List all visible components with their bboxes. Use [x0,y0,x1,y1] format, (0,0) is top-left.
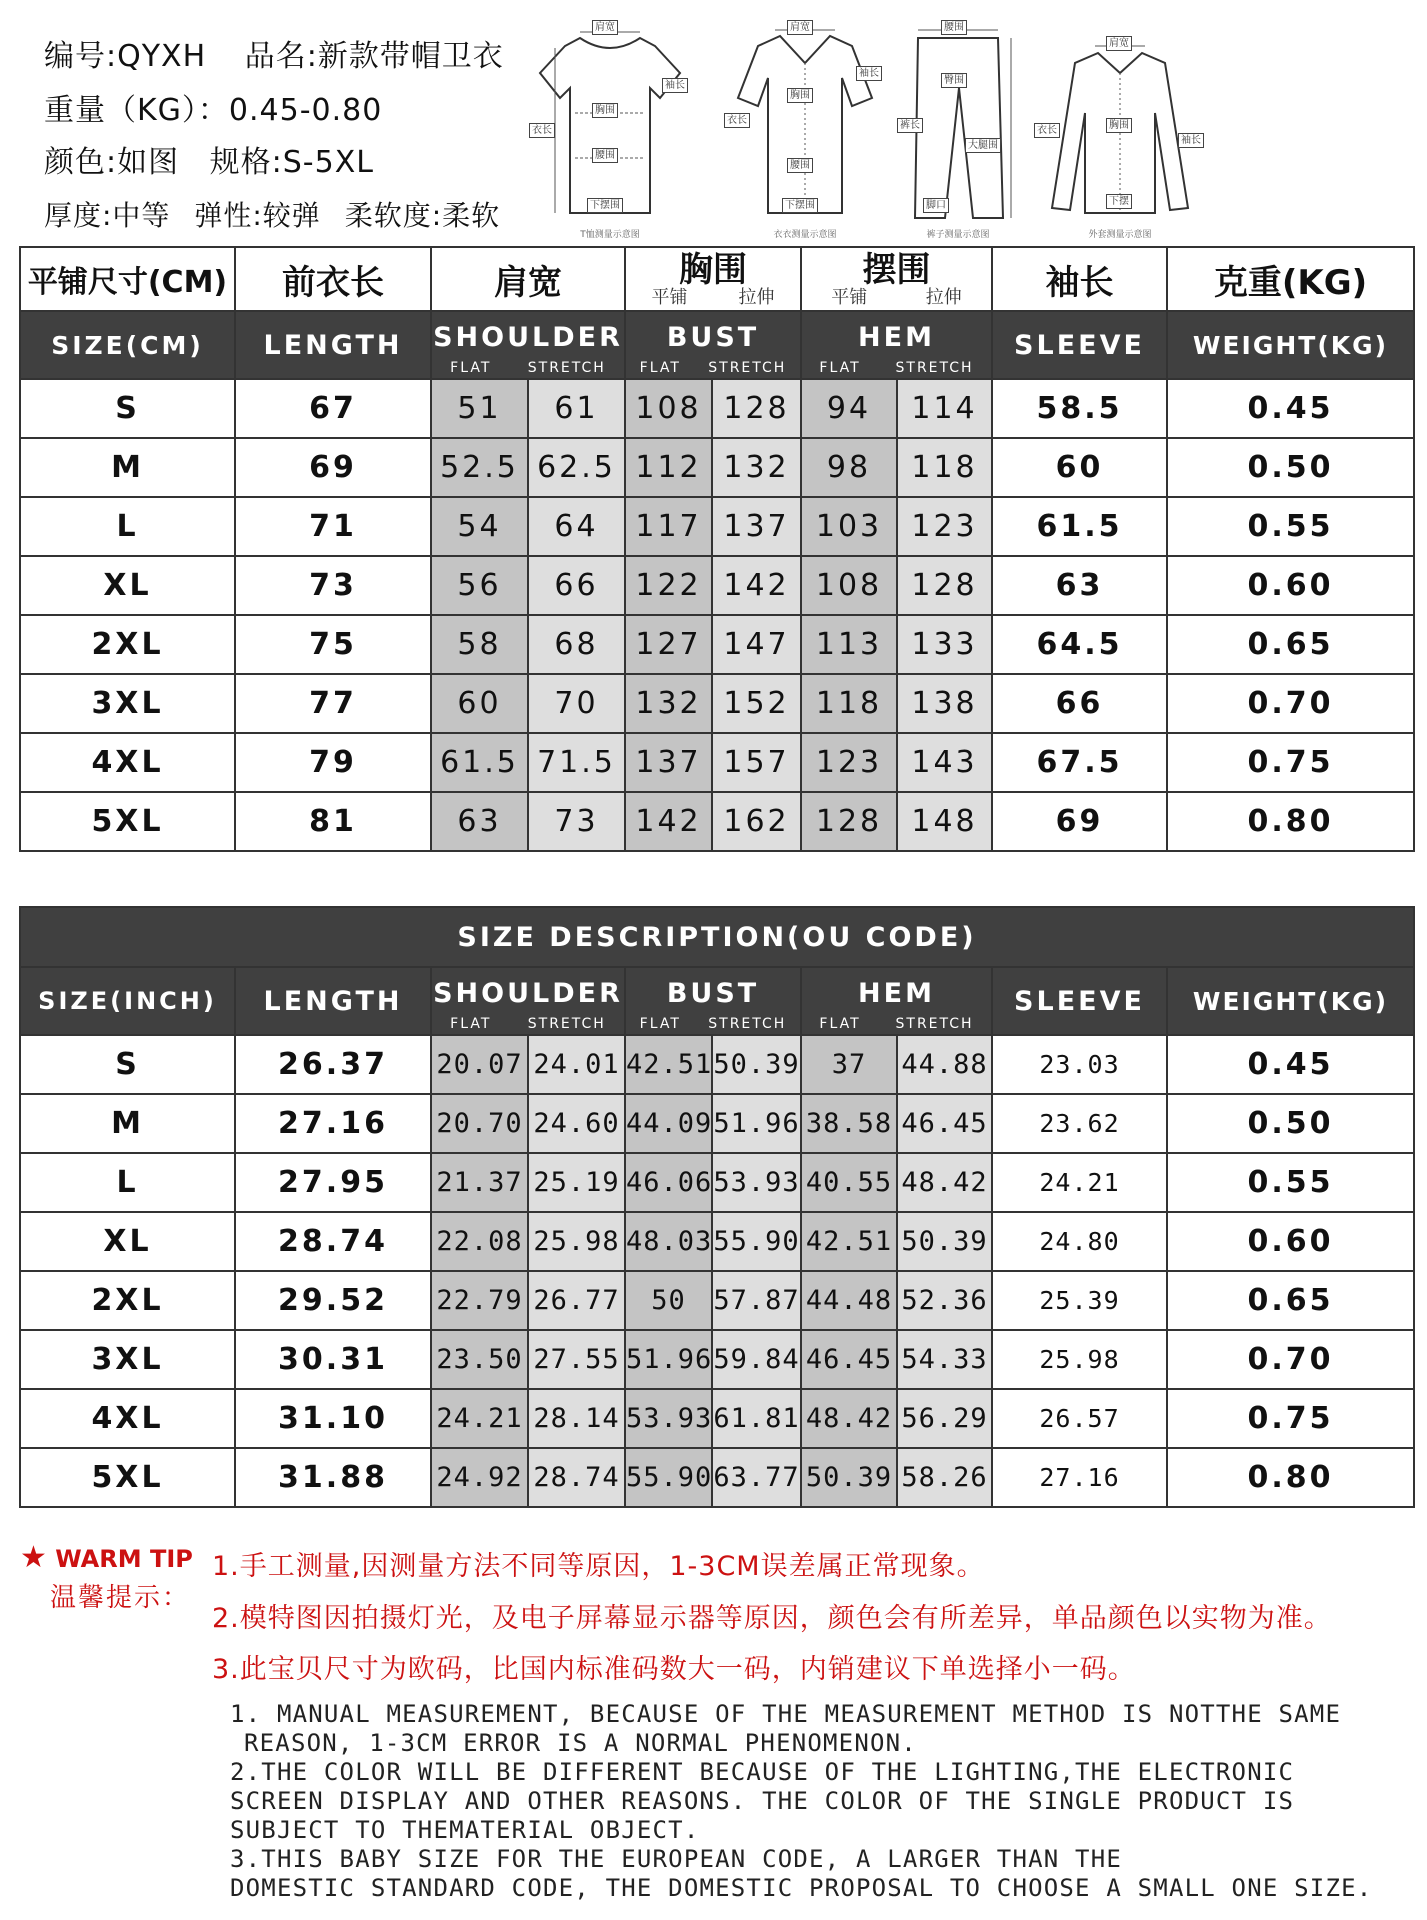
table-cell: 128 [801,792,897,851]
table-cell: 52.5 [431,438,528,497]
table-cell: 50.39 [897,1212,992,1271]
table-cell: 37 [801,1035,897,1094]
table-cell: 54 [431,497,528,556]
table-cell: 56 [431,556,528,615]
table-cell: 52.36 [897,1271,992,1330]
diagram-tag: 肩宽 [592,20,618,35]
diagram-tag: 下摆围 [587,198,623,213]
diagram-tag: 袖长 [662,78,688,93]
diagram-tag: 胸围 [787,88,813,103]
diagram-tag: 腰围 [787,158,813,173]
table-row [20,556,1414,615]
table-cell: 128 [712,379,801,438]
table-cell: 21.37 [431,1153,528,1212]
table-cell: 118 [897,438,992,497]
table-cell: 103 [801,497,897,556]
table-cell: 157 [712,733,801,792]
header-bust-inch-label: BUST [666,978,760,1009]
table-cell: 26.37 [235,1035,431,1094]
warm-tip-cn: 温馨提示： [50,1583,191,1613]
table-cell: 62.5 [528,438,625,497]
header-length-en: LENGTH [235,311,431,379]
table-cell: 50 [625,1271,712,1330]
product-softness: 柔软度:柔软 [344,199,501,232]
header-sleeve-cn: 袖长 [992,247,1167,311]
table-cell: XL [20,556,235,615]
warm-tip-label [20,1540,193,1614]
table-cell: 46.06 [625,1153,712,1212]
table-cell: 70 [528,674,625,733]
table-cell: 48.03 [625,1212,712,1271]
table-cell: 51 [431,379,528,438]
cn-header-row [20,247,1414,311]
table-cell: 42.51 [625,1035,712,1094]
table-cell: 0.75 [1167,1389,1414,1448]
diagram-caption: T恤测量示意图 [580,230,640,240]
table-cell: 44.09 [625,1094,712,1153]
info-line-1 [44,39,532,74]
diagram-tag: 袖长 [1178,133,1204,148]
diagram-tag: 胸围 [592,103,618,118]
table-cell: 38.58 [801,1094,897,1153]
table-cell: 2XL [20,615,235,674]
diagram-tag: 肩宽 [1106,36,1132,51]
table-row [20,792,1414,851]
table-cell: 54.33 [897,1330,992,1389]
table-row [20,615,1414,674]
table-cell: 60 [431,674,528,733]
header-shoulder-flat-inch: FLAT [450,1016,492,1032]
table-cell: S [20,379,235,438]
tip-en-block [230,1700,1372,1903]
table-cell: 61.81 [712,1389,801,1448]
diagram-tag: 衣长 [529,123,555,138]
table-cell: 23.03 [992,1035,1167,1094]
pants-diagram [893,18,1023,238]
diagram-tag: 衣长 [1034,123,1060,138]
table-cell: 28.74 [235,1212,431,1271]
table-cell: 142 [625,792,712,851]
header-bust-flat-inch: FLAT [639,1016,681,1032]
header-length-cn: 前衣长 [235,247,431,311]
inch-en-header-row [20,967,1414,1035]
info-line-4 [44,199,528,232]
table-cell: 4XL [20,1389,235,1448]
product-name: 品名:新款带帽卫衣 [244,39,504,74]
table-cell: 148 [897,792,992,851]
table-cell: 67.5 [992,733,1167,792]
table-cell: 71 [235,497,431,556]
table-cell: 53.93 [712,1153,801,1212]
inch-title-row [20,907,1414,967]
header-bust-cn-label: 胸围 [679,250,747,290]
tip-cn-line-1: 1.手工测量,因测量方法不同等原因，1-3CM误差属正常现象。 [212,1551,985,1582]
table-cell: 20.70 [431,1094,528,1153]
header-hem-en [801,311,992,379]
inch-table-body [20,1035,1414,1507]
table-cell: M [20,1094,235,1153]
table-cell: 162 [712,792,801,851]
table-cell: 77 [235,674,431,733]
table-cell: 61.5 [431,733,528,792]
table-cell: 79 [235,733,431,792]
header-hem-inch-label: HEM [858,978,935,1009]
table-cell: 114 [897,379,992,438]
table-cell: 133 [897,615,992,674]
header-shoulder-en-label: SHOULDER [433,322,623,353]
table-cell: 108 [801,556,897,615]
table-cell: 94 [801,379,897,438]
header-hem-en-label: HEM [858,322,935,353]
table-cell: 48.42 [801,1389,897,1448]
product-code: 编号:QYXH [44,39,207,74]
header-shoulder-stretch-inch: STRETCH [527,1016,606,1032]
tip-cn-line-3: 3.此宝贝尺寸为欧码，比国内标准码数大一码，内销建议下单选择小一码。 [212,1654,1136,1685]
table-cell: 0.70 [1167,1330,1414,1389]
header-sleeve-en: SLEEVE [992,311,1167,379]
table-cell: 98 [801,438,897,497]
table-cell: 55.90 [712,1212,801,1271]
header-bust-stretch-cn: 拉伸 [738,287,775,308]
table-cell: 24.80 [992,1212,1167,1271]
table-cell: 67 [235,379,431,438]
table-cell: 0.60 [1167,556,1414,615]
table-cell: 28.14 [528,1389,625,1448]
table-cell: 64.5 [992,615,1167,674]
table-cell: 0.75 [1167,733,1414,792]
table-cell: 24.21 [992,1153,1167,1212]
header-shoulder-inch [431,967,625,1035]
table-cell: 81 [235,792,431,851]
table-cell: 152 [712,674,801,733]
table-cell: 5XL [20,1448,235,1507]
table-cell: 46.45 [897,1094,992,1153]
table-cell: 51.96 [712,1094,801,1153]
table-cell: 59.84 [712,1330,801,1389]
table-cell: 25.39 [992,1271,1167,1330]
table-cell: 58 [431,615,528,674]
table-cell: 25.19 [528,1153,625,1212]
diagram-tag: 下摆 [1106,194,1132,209]
header-bust-cn [625,247,801,311]
table-row [20,438,1414,497]
table-cell: 3XL [20,674,235,733]
table-row [20,1271,1414,1330]
table-cell: 0.60 [1167,1212,1414,1271]
tip-en-line: SCREEN DISPLAY AND OTHER REASONS. THE COLOR OF THE SINGLE PRODUCT IS [230,1787,1295,1815]
table-cell: 63 [992,556,1167,615]
table-cell: 61.5 [992,497,1167,556]
diagram-caption: 衣衣测量示意图 [773,230,837,240]
product-weight: 重量（KG）：0.45-0.80 [44,93,383,128]
shirt-diagram [720,18,890,238]
table-cell: 22.79 [431,1271,528,1330]
header-bust-flat: FLAT [639,360,681,376]
tip-en-line: DOMESTIC STANDARD CODE, THE DOMESTIC PROPOSAL TO CHOOSE A SMALL ONE SIZE. [230,1874,1373,1902]
diagram-tag: 肩宽 [787,20,813,35]
diagram-tag: 裤长 [897,118,923,133]
table-cell: 73 [235,556,431,615]
table-cell: 40.55 [801,1153,897,1212]
header-hem-cn-label: 摆围 [862,250,931,290]
table-cell: 57.87 [712,1271,801,1330]
table-cell: 27.55 [528,1330,625,1389]
diagram-caption: 裤子测量示意图 [926,230,990,240]
table-cell: 113 [801,615,897,674]
diagram-tag: 下摆围 [782,198,818,213]
table-cell: 0.80 [1167,1448,1414,1507]
cm-size-table [19,246,1415,852]
table-cell: 112 [625,438,712,497]
table-cell: XL [20,1212,235,1271]
table-cell: 132 [712,438,801,497]
table-cell: 0.50 [1167,438,1414,497]
product-elasticity: 弹性:较弹 [194,199,321,232]
en-header-row [20,311,1414,379]
table-cell: 58.5 [992,379,1167,438]
table-cell: 22.08 [431,1212,528,1271]
table-cell: 46.45 [801,1330,897,1389]
table-cell: S [20,1035,235,1094]
table-cell: 0.80 [1167,792,1414,851]
diagram-tag: 衣长 [724,113,750,128]
tip-en-line: 2.THE COLOR WILL BE DIFFERENT BECAUSE OF THE LIGHTING,THE ELECTRONIC [230,1758,1295,1786]
header-hem-flat: FLAT [819,360,861,376]
tip-cn-line-2: 2.模特图因拍摄灯光，及电子屏幕显示器等原因，颜色会有所差异，单品颜色以实物为准。 [212,1603,1332,1634]
table-cell: 42.51 [801,1212,897,1271]
table-cell: 69 [235,438,431,497]
star-icon: ★ [20,1540,47,1575]
table-cell: 53.93 [625,1389,712,1448]
header-shoulder-stretch: STRETCH [527,360,606,376]
product-spec: 规格:S-5XL [209,145,374,180]
header-size-inch: SIZE(INCH) [20,967,235,1035]
table-cell: 2XL [20,1271,235,1330]
header-hem-cn [801,247,992,311]
diagram-tag: 腰围 [592,148,618,163]
table-cell: 24.92 [431,1448,528,1507]
header-hem-inch [801,967,992,1035]
table-cell: 0.55 [1167,1153,1414,1212]
table-cell: 71.5 [528,733,625,792]
header-weight-cn: 克重(KG) [1167,247,1414,311]
header-size-cn: 平铺尺寸(CM) [20,247,235,311]
diagram-tag: 腰围 [941,20,967,35]
table-cell: 24.60 [528,1094,625,1153]
table-row [20,674,1414,733]
table-cell: 24.21 [431,1389,528,1448]
header-hem-flat-inch: FLAT [819,1016,861,1032]
table-cell: 23.62 [992,1094,1167,1153]
table-cell: 44.48 [801,1271,897,1330]
tip-en-line: 3.THIS BABY SIZE FOR THE EUROPEAN CODE, A LARGER THAN THE [230,1845,1123,1873]
table-cell: 73 [528,792,625,851]
table-cell: 108 [625,379,712,438]
table-cell: 137 [625,733,712,792]
table-cell: 4XL [20,733,235,792]
table-cell: 3XL [20,1330,235,1389]
product-thickness: 厚度:中等 [44,199,171,232]
inch-size-table [19,906,1415,1508]
table-cell: 138 [897,674,992,733]
table-cell: 55.90 [625,1448,712,1507]
table-cell: 31.10 [235,1389,431,1448]
table-cell: 66 [992,674,1167,733]
table-cell: 50.39 [801,1448,897,1507]
table-cell: 24.01 [528,1035,625,1094]
table-cell: 60 [992,438,1167,497]
header-hem-flat-cn: 平铺 [831,287,868,308]
table-row [20,1212,1414,1271]
table-cell: 29.52 [235,1271,431,1330]
header-size-en: SIZE(CM) [20,311,235,379]
header-shoulder-inch-label: SHOULDER [433,978,623,1009]
table-cell: 27.16 [992,1448,1167,1507]
cm-table-body [20,379,1414,851]
table-cell: 123 [897,497,992,556]
diagram-tag: 胸围 [1106,118,1132,133]
tip-en-line: REASON, 1-3CM ERROR IS A NORMAL PHENOMENON. [244,1729,917,1757]
diagram-tag: 脚口 [923,198,949,213]
header-shoulder-flat: FLAT [450,360,492,376]
table-cell: 147 [712,615,801,674]
table-cell: 0.65 [1167,1271,1414,1330]
header-bust-en [625,311,801,379]
table-cell: L [20,1153,235,1212]
table-cell: 0.70 [1167,674,1414,733]
table-cell: 117 [625,497,712,556]
table-row [20,733,1414,792]
table-cell: 143 [897,733,992,792]
table-cell: 25.98 [992,1330,1167,1389]
table-cell: 28.74 [528,1448,625,1507]
header-length-inch: LENGTH [235,967,431,1035]
table-cell: 64 [528,497,625,556]
table-cell: 26.77 [528,1271,625,1330]
table-row [20,497,1414,556]
table-cell: 118 [801,674,897,733]
table-cell: 69 [992,792,1167,851]
header-hem-stretch-cn: 拉伸 [925,287,962,308]
table-cell: 31.88 [235,1448,431,1507]
table-cell: 26.57 [992,1389,1167,1448]
table-cell: 23.50 [431,1330,528,1389]
header-bust-flat-cn: 平铺 [651,287,688,308]
diagram-tag: 袖长 [856,66,882,81]
table-cell: 127 [625,615,712,674]
header-bust-stretch-inch: STRETCH [708,1016,787,1032]
header-shoulder-en [431,311,625,379]
header-bust-inch [625,967,801,1035]
table-row [20,1153,1414,1212]
table-cell: 123 [801,733,897,792]
table-cell: 137 [712,497,801,556]
header-bust-stretch: STRETCH [708,360,787,376]
table-row [20,379,1414,438]
table-cell: 0.45 [1167,1035,1414,1094]
header-weight-en: WEIGHT(KG) [1167,311,1414,379]
table-cell: 0.45 [1167,379,1414,438]
jacket-diagram [1030,18,1210,238]
table-cell: 5XL [20,792,235,851]
table-cell: L [20,497,235,556]
table-cell: 30.31 [235,1330,431,1389]
table-cell: 48.42 [897,1153,992,1212]
warm-tip-en: WARM TIP [55,1545,193,1573]
table-row [20,1035,1414,1094]
table-cell: 25.98 [528,1212,625,1271]
diagram-tag: 臀围 [941,73,967,88]
table-cell: 61 [528,379,625,438]
table-cell: 20.07 [431,1035,528,1094]
table-row [20,1330,1414,1389]
table-cell: 63 [431,792,528,851]
header-hem-stretch-inch: STRETCH [895,1016,974,1032]
header-shoulder-cn: 肩宽 [431,247,625,311]
table-cell: 51.96 [625,1330,712,1389]
header-sleeve-inch: SLEEVE [992,967,1167,1035]
table-cell: 0.55 [1167,497,1414,556]
header-hem-stretch: STRETCH [895,360,974,376]
table-cell: 0.65 [1167,615,1414,674]
diagram-tag: 大腿围 [965,138,1001,153]
table-cell: 44.88 [897,1035,992,1094]
tip-en-line: SUBJECT TO THEMATERIAL OBJECT. [230,1816,700,1844]
table-cell: 122 [625,556,712,615]
table-cell: 128 [897,556,992,615]
table-cell: 75 [235,615,431,674]
header-weight-inch: WEIGHT(KG) [1167,967,1414,1035]
header-bust-en-label: BUST [666,322,760,353]
table-cell: 132 [625,674,712,733]
table-cell: 27.95 [235,1153,431,1212]
table-cell: 68 [528,615,625,674]
product-color: 颜色:如图 [44,145,180,180]
table-cell: 56.29 [897,1389,992,1448]
table-cell: 66 [528,556,625,615]
table-cell: 142 [712,556,801,615]
tshirt-diagram [525,18,695,238]
diagram-caption: 外套测量示意图 [1088,230,1152,240]
table-cell: 50.39 [712,1035,801,1094]
table-cell: M [20,438,235,497]
table-cell: 27.16 [235,1094,431,1153]
inch-table-title: SIZE DESCRIPTION(OU CODE) [20,907,1414,967]
table-row [20,1448,1414,1507]
table-row [20,1094,1414,1153]
table-row [20,1389,1414,1448]
table-cell: 58.26 [897,1448,992,1507]
table-cell: 63.77 [712,1448,801,1507]
table-cell: 0.50 [1167,1094,1414,1153]
tip-en-line: 1. MANUAL MEASUREMENT, BECAUSE OF THE MEASUREMENT METHOD IS NOTTHE SAME [230,1700,1342,1728]
info-line-3 [44,145,402,180]
